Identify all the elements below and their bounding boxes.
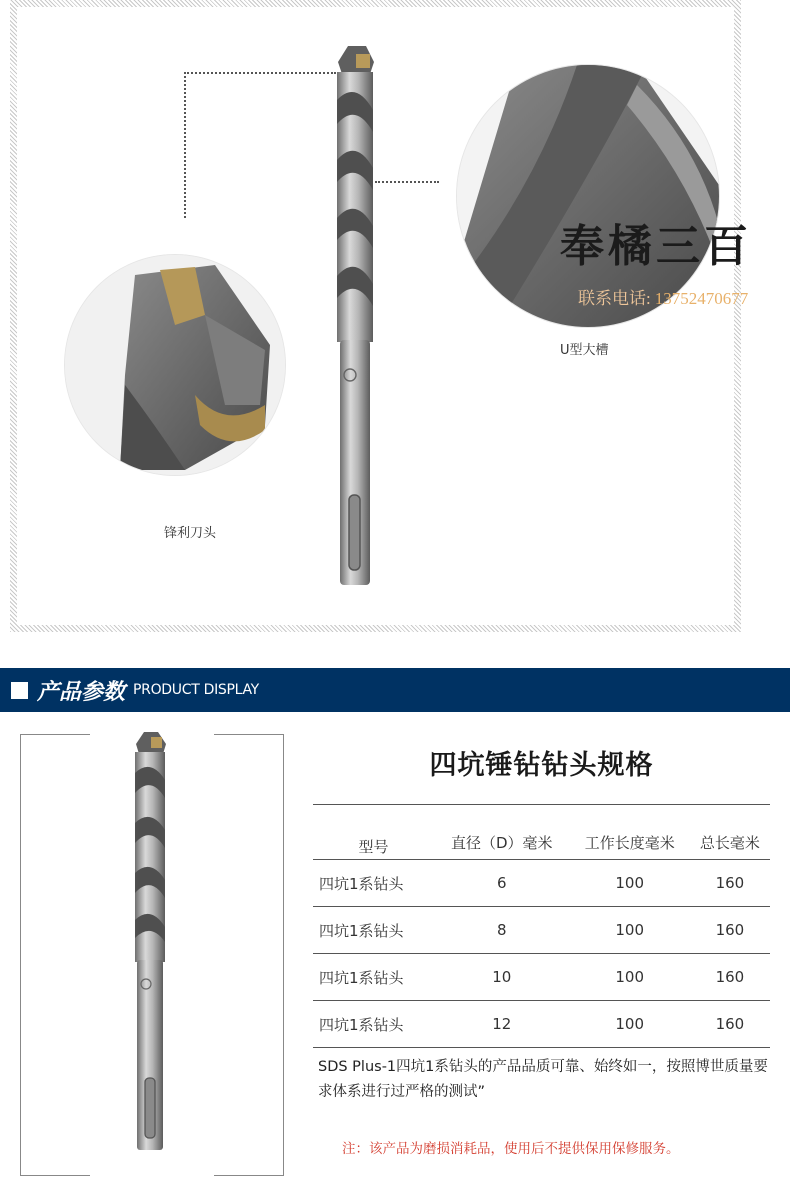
leader-line-tip-horizontal (184, 72, 336, 74)
cell-diameter: 12 (434, 1001, 570, 1048)
table-row (313, 954, 770, 1001)
leader-line-tip-vertical (184, 72, 186, 218)
table-header-row (313, 805, 770, 860)
table-row (313, 907, 770, 954)
cell-work-length: 100 (570, 1001, 690, 1048)
watermark-phone-prefix: 联系电话: (578, 289, 651, 308)
cell-total-length: 160 (690, 1001, 770, 1048)
tip-closeup-image (65, 255, 285, 475)
leader-line-groove (375, 181, 439, 183)
table-row (313, 860, 770, 907)
section-title-cn: 产品参数 (37, 679, 126, 705)
cell-work-length: 100 (570, 907, 690, 954)
cell-total-length: 160 (690, 954, 770, 1001)
cell-model: 四坑1系钻头 (313, 860, 434, 907)
cell-total-length: 160 (690, 860, 770, 907)
store-watermark: 奉橘三百 (560, 221, 752, 272)
column-header-model: 型号 (313, 805, 434, 860)
cell-diameter: 6 (434, 860, 570, 907)
section-header (0, 668, 790, 712)
caption-u-groove: U型大槽 (560, 343, 609, 358)
section-title-en: PRODUCT DISPLAY (133, 682, 259, 698)
column-header-diameter: 直径（D）毫米 (434, 805, 570, 860)
drill-bit-image-small (126, 728, 176, 1153)
spec-title: 四坑锤钻钻头规格 (429, 750, 654, 781)
cell-diameter: 10 (434, 954, 570, 1001)
spec-description: SDS Plus-1四坑1系钻头的产品品质可靠、始终如一，按照博世质量要求体系进行过严格的测试” (318, 1059, 768, 1100)
column-header-total-length: 总长毫米 (690, 805, 770, 860)
cell-model: 四坑1系钻头 (313, 954, 434, 1001)
watermark-phone-number: 13752470677 (654, 289, 749, 308)
watermark-phone (578, 284, 748, 309)
spec-warranty-note: 注：该产品为磨损消耗品，使用后不提供保用保修服务。 (342, 1141, 680, 1157)
cell-model: 四坑1系钻头 (313, 1001, 434, 1048)
column-header-work-length: 工作长度毫米 (570, 805, 690, 860)
cell-work-length: 100 (570, 860, 690, 907)
header-square-icon (11, 682, 28, 699)
cell-model: 四坑1系钻头 (313, 907, 434, 954)
caption-sharp-tip: 锋利刀头 (164, 526, 217, 541)
spec-table (313, 804, 770, 1048)
cell-diameter: 8 (434, 907, 570, 954)
drill-bit-image (326, 40, 384, 590)
cell-total-length: 160 (690, 907, 770, 954)
cell-work-length: 100 (570, 954, 690, 1001)
table-row (313, 1001, 770, 1048)
